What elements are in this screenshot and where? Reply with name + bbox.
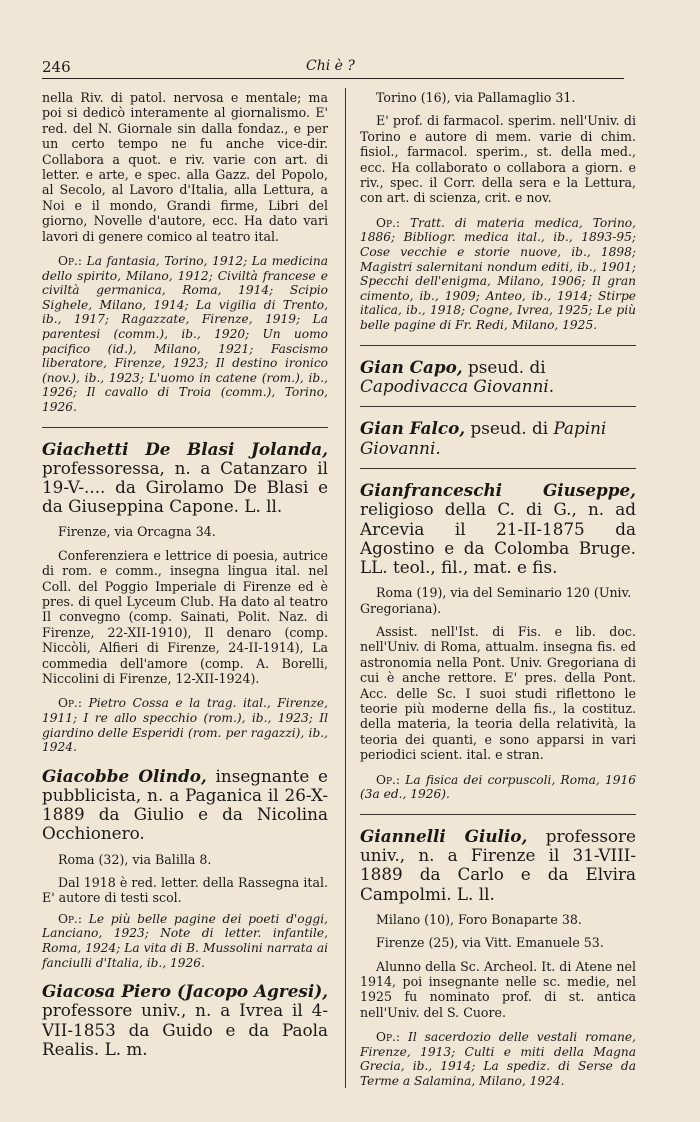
pseudonym-label: pseud. di [470, 418, 549, 439]
entry-works [360, 216, 636, 333]
entry-name: Gian Falco, [360, 418, 466, 439]
entry-separator [360, 814, 636, 815]
entry-name: Giacosa Piero (Jacopo Agresi), [42, 981, 328, 1002]
entry-biography: Conferenziera e lettrice di poesia, autrice di rom. e comm., insegna lingua ital. nel Coll. del Poggio Imperiale di Firenze ed è pres. di quel Lyceum Club. Ha dato al teatro Il convegno (comp. Sainati, Polit. Naz. di Firenze, 22-XII-1910), Il denaro (comp. Niccòli, Alfieri di Firenze, 24-II-1914), La commedia dell'amore (comp. A. Borelli, Niccolini di Firenze, 12-XII-1924). [42, 547, 328, 687]
entry-heading [42, 767, 328, 844]
entry-address: Firenze, via Orcagna 34. [58, 524, 216, 540]
entry-heading [42, 440, 328, 517]
entry-separator [360, 468, 636, 469]
entry-works [42, 696, 328, 754]
entry-description: professore univ., n. a Ivrea il 4-VII-1853 da Guido e da Paola Realis. L. m. [42, 1000, 328, 1059]
entry-continuation-text: nella Riv. di patol. nervosa e mentale; ma poi si dedicò interamente al giornalismo. E' red. del N. Giornale sin dalla fondaz., e per un certo tempo ne fu anche vice-dir. Collabora a quot. e riv. varie con art. di letter. e arte, e spec. alla Gazz. del Popolo, al Secolo, al Lavoro d'Italia, alla Lettura, a Noi e il mondo, Grandi firme, Libri del giorno, Novelle d'autore, ecc. Ha dato vari lavori di genere comico al teatro ital. [42, 90, 328, 244]
works-label: Op.: [58, 254, 83, 269]
entry-heading [42, 982, 328, 1059]
works-text: Pietro Cossa e la trag. ital., Firenze, 1911; I re allo specchio (rom.), ib., 1923; Il giardino delle Esperidi (rom. per ragazzi), ib., 1924. [42, 696, 328, 755]
pseudonym-entry [360, 419, 636, 458]
entry-name: Gianfranceschi Giuseppe, [360, 480, 636, 501]
entry-works [42, 254, 328, 415]
entry-heading [360, 827, 636, 904]
entry-biography: Dal 1918 è red. letter. della Rassegna ital. E' autore di testi scol. [42, 875, 328, 906]
page-header [42, 56, 624, 79]
pseudonym-entry [360, 358, 636, 397]
entry-address: Firenze (25), via Vitt. Emanuele 53. [376, 935, 604, 951]
works-text: La fantasia, Torino, 1912; La medicina dello spirito, Milano, 1912; Civiltà francese e civiltà germanica, Roma, 1914; Scipio Sighele, Milano, 1914; La vigilia di Trento, ib., 1917; Ragazzate, Firenze, 1919; La parentesi (comm.), ib., 1920; Un uomo pacifico (id.), Milano, 1921; Fascismo liberatore, Firenze, 1923; Il destino ironico (nov.), ib., 1923; L'uomo in catene (rom.), ib., 1926; Il cavallo di Troia (comm.), Torino, 1926. [42, 254, 329, 414]
entry-biography: Alunno della Sc. Archeol. It. di Atene nel 1914, poi insegnante nelle sc. medie, nel 1925 fu nominato prof. di st. antica nell'Univ. del S. Cuore. [360, 958, 636, 1020]
entry-name: Giachetti De Blasi Jolanda, [42, 438, 328, 459]
works-label: Op.: [376, 1030, 401, 1045]
entry-description: religioso della C. di G., n. ad Arcevia il 21-II-1875 da Agostino e da Colomba Bruge. LL. teol., fil., mat. e fis. [360, 499, 636, 578]
entry-separator [360, 406, 636, 407]
entry-description: professore univ., n. a Firenze il 31-VIII-1889 da Carlo e da Elvira Campolmi. L. ll. [360, 825, 636, 904]
entry-address: Roma (19), via del Seminario 120 (Univ. Gregoriana). [360, 585, 632, 616]
works-text: La fisica dei corpuscoli, Roma, 1916 (3a ed., 1926). [360, 772, 636, 802]
works-label: Op.: [376, 215, 401, 230]
entry-separator [42, 427, 328, 428]
entry-address: Torino (16), via Pallamaglio 31. [376, 90, 576, 105]
left-column [42, 90, 328, 1067]
entry-name: Giannelli Giulio, [360, 825, 528, 846]
right-column [360, 90, 636, 1101]
running-title: Chi è ? [306, 58, 355, 74]
entry-biography: Assist. nell'Ist. di Fis. e lib. doc. nell'Univ. di Roma, attualm. insegna fis. ed astronomia nella Pont. Univ. Gregoriana di cui è anche rettore. E' pres. della Pont. Acc. delle Sc. I suoi studi riflettono le teorie più moderne della fis., la costituz. della materia, la teoria della relatività, la teoria dei quanti, e sono apparsi in vari periodici scient. ital. e stran. [360, 624, 636, 763]
entry-works [360, 1030, 636, 1088]
works-text: Il sacerdozio delle vestali romane, Firenze, 1913; Culti e miti della Magna Grecia, ib., 1914; La spediz. di Serse da Terme a Salamina, Milano, 1924. [360, 1030, 636, 1088]
entry-address: Milano (10), Foro Bonaparte 38. [376, 911, 582, 927]
page-number: 246 [42, 58, 71, 76]
pseudonym-reference: Papini Giovanni. [360, 418, 607, 458]
entry-name: Gian Capo, [360, 356, 463, 377]
entry-works [42, 912, 328, 970]
works-label: Op.: [58, 911, 83, 926]
works-text: Le più belle pagine dei poeti d'oggi, Lanciano, 1923; Note di letter. infantile, Roma, 1924; La vita di B. Mussolini narrata ai fanciulli d'Italia, ib., 1926. [42, 911, 329, 970]
column-divider [345, 88, 346, 1088]
works-label: Op.: [376, 772, 401, 787]
works-label: Op.: [58, 696, 83, 711]
pseudonym-reference: Capodivacca Giovanni. [360, 376, 555, 396]
entry-description: professoressa, n. a Catanzaro il 19-V-.... da Girolamo De Blasi e da Giuseppina Capone. L. ll. [42, 457, 328, 517]
entry-description: insegnante e pubblicista, n. a Paganica il 26-X-1889 da Giulio e da Nicolina Occhionero. [42, 765, 328, 844]
entry-address: Roma (32), via Balilla 8. [58, 851, 212, 867]
entry-biography: E' prof. di farmacol. sperim. nell'Univ. di Torino e autore di mem. varie di chim. fisiol., farmacol. sperim., st. della med., ecc. Ha collaborato o collabora a giorn. e riv., spec. il Corr. della sera e la Lettura, con art. di scienza, crit. e nov. [360, 113, 636, 206]
entry-heading [360, 481, 636, 577]
entry-name: Giacobbe Olindo, [42, 765, 207, 786]
pseudonym-label: pseud. di [467, 356, 546, 377]
entry-separator [360, 345, 636, 346]
entry-works [360, 773, 636, 802]
works-text: Tratt. di materia medica, Torino, 1886; Bibliogr. medica ital., ib., 1893-95; Cose vecchie e storie nuove, ib., 1898; Magistri salernitani nondum editi, ib., 1901; Specchi dell'enigma, Milano, 1906; Il gran cimento, ib., 1909; Anteo, ib., 1914; Stirpe italica, ib., 1918; Cogne, Ivrea, 1925; Le più belle pagine di Fr. Redi, Milano, 1925. [360, 215, 637, 332]
